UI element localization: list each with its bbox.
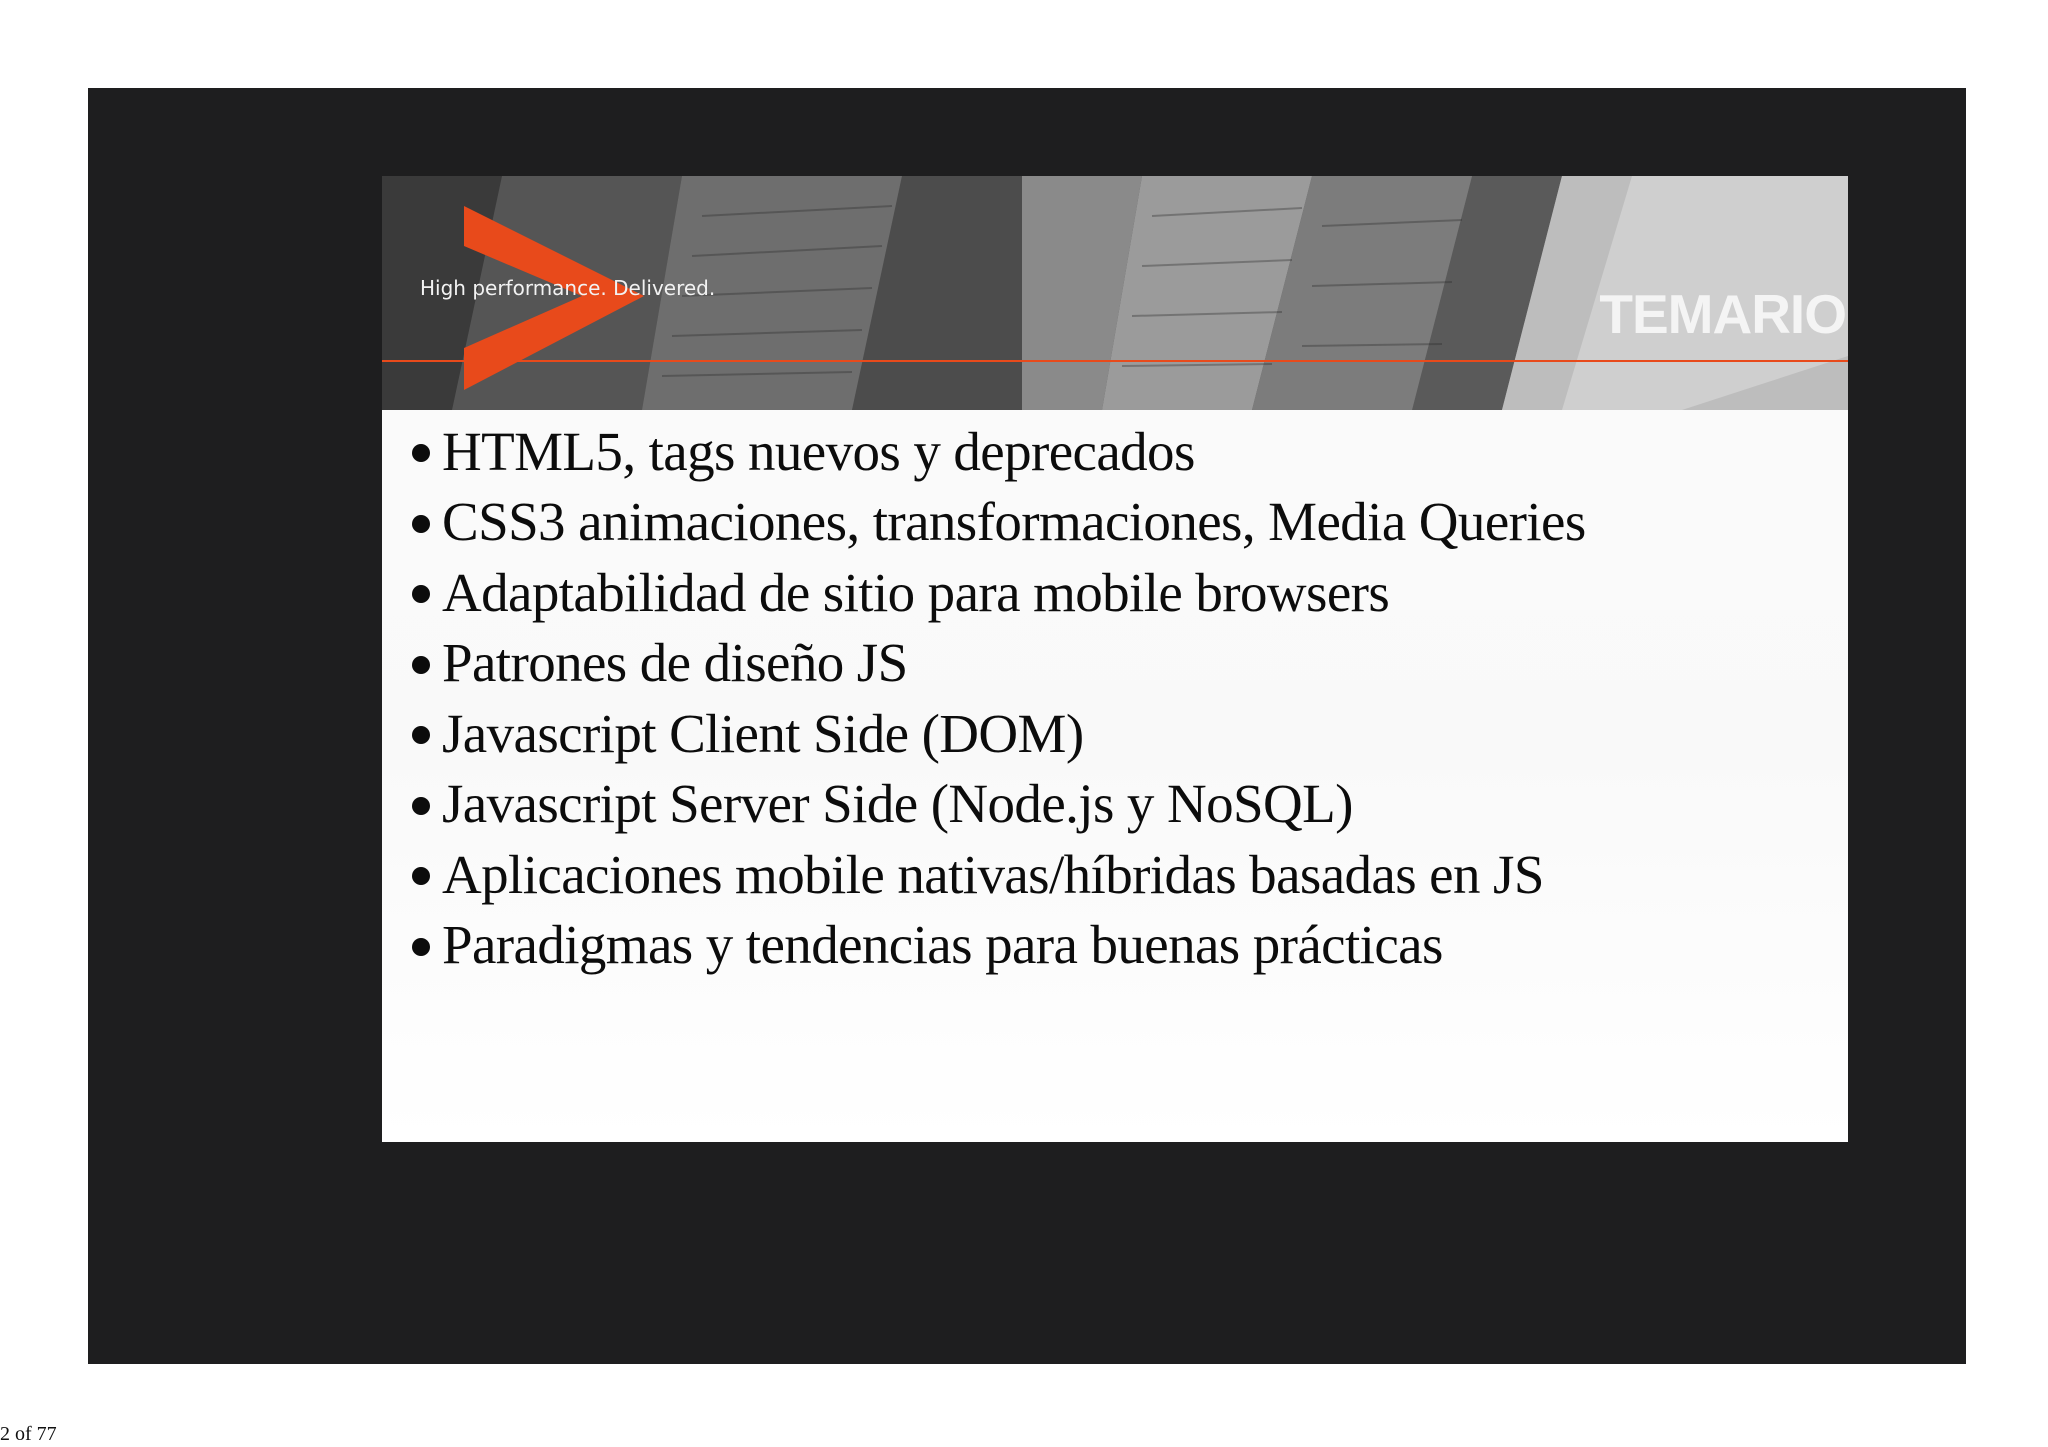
- bullet-text: Javascript Server Side (Node.js y NoSQL): [442, 773, 1353, 835]
- list-item: [412, 698, 1586, 769]
- slide: [382, 176, 1848, 1142]
- bullet-text: CSS3 animaciones, transformaciones, Media Queries: [442, 491, 1586, 553]
- list-item: [412, 628, 1586, 699]
- bullet-text: Paradigmas y tendencias para buenas prácticas: [442, 914, 1443, 976]
- bullet-icon: [412, 515, 430, 533]
- list-item: [412, 839, 1586, 910]
- bullet-text: Adaptabilidad de sitio para mobile browsers: [442, 561, 1390, 623]
- tagline: High performance. Delivered.: [420, 276, 716, 300]
- list-item: [412, 416, 1586, 487]
- bullet-text: Aplicaciones mobile nativas/híbridas basadas en JS: [442, 843, 1544, 905]
- list-item: [412, 910, 1586, 981]
- bullet-icon: [412, 797, 430, 815]
- bullet-text: HTML5, tags nuevos y deprecados: [442, 420, 1195, 482]
- bullet-icon: [412, 938, 430, 956]
- bullet-list: [412, 416, 1586, 980]
- list-item: [412, 769, 1586, 840]
- bullet-icon: [412, 656, 430, 674]
- bullet-icon: [412, 867, 430, 885]
- list-item: [412, 487, 1586, 558]
- bullet-icon: [412, 444, 430, 462]
- slide-title: TEMARIO: [1599, 283, 1846, 345]
- bullet-text: Javascript Client Side (DOM): [442, 702, 1084, 764]
- bullet-text: Patrones de diseño JS: [442, 632, 908, 694]
- bullet-icon: [412, 726, 430, 744]
- page-number: 2 of 77: [0, 1423, 57, 1445]
- slide-frame: [88, 88, 1966, 1364]
- slide-banner: [382, 176, 1848, 410]
- list-item: [412, 557, 1586, 628]
- bullet-icon: [412, 585, 430, 603]
